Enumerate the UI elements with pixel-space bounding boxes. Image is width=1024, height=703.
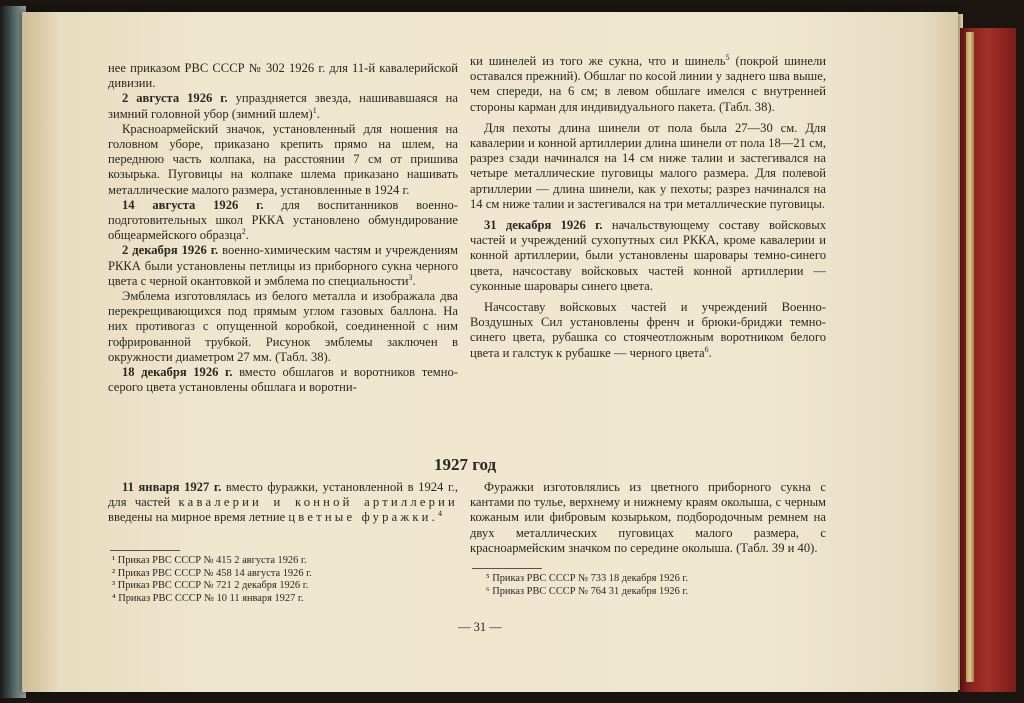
paragraph: 14 августа 1926 г. для воспитанников военно-подготовительных школ РККА установлено обмундирование общеармейского образца$^2$.	[108, 197, 458, 243]
footnote-ref: 3	[408, 272, 413, 282]
footnote-ref: 5	[725, 52, 730, 62]
book-page	[22, 12, 958, 692]
emphasis-text: кавалерии и конной артиллерии	[178, 495, 458, 510]
paragraph-text: Начсоставу войсковых частей и учреждений Военно-Воздушных Сил установлены френч и брюки-бриджи темно-синего цвета, рубашка со стоячеотложным воротником белого цвета и галстук к рубашке — черного цвета	[470, 300, 826, 360]
paragraph-text: (покрой шинели оставался прежний). Обшлаг по косой линии у заднего шва выше, чем спереди, на 6 см; в левом обшлаге имелся с внутренней стороны карман для индивидуального пакета. (Табл. 38).	[470, 54, 826, 114]
date: 2 августа 1926 г.	[122, 91, 228, 106]
emphasis-text: цветные фуражки.	[288, 510, 438, 525]
paragraph-text: введены на мирное время летние	[108, 510, 289, 525]
paragraph: 2 декабря 1926 г. военно-химическим частям и учреждениям РККА были установлены петлицы из приборного сукна черного цвета с черной окантовкой и эмблема по специальности$^3$.	[108, 243, 458, 288]
paragraph-text: вместо фуражки, установленной в 1924 г., для частей	[108, 480, 458, 510]
paragraph: Начсоставу войсковых частей и учреждений Военно-Воздушных Сил установлены френч и брюки-бриджи темно-синего цвета, рубашка со стоячеотложным воротником белого цвета и галстук к рубашке — черного цвета$^6$.	[470, 300, 826, 360]
date: 2 декабря 1926 г.	[122, 243, 219, 258]
paragraph	[108, 365, 458, 395]
footnotes-left	[112, 555, 452, 605]
date: 31 декабря 1926 г.	[484, 218, 603, 233]
paragraph-text: ки шинелей из того же сукна, что и шинель	[470, 54, 726, 68]
paragraph-text: для воспитанников военно-подготовительных школ РККА установлено обмундирование общеармейского образца	[108, 197, 458, 243]
paragraph: Фуражки изготовлялись из цветного приборного сукна с кантами по тулье, верхнему и нижнему краям околыша, с черным кожаным или фибровым козырьком, подбородочным ремнем на двух металлических пуговицах малого размера, с красноармейским значком по середине околыша. (Табл. 39 и 40).	[470, 480, 826, 555]
footnote: ⁶ Приказ РВС СССР № 764 31 декабря 1926 г.	[486, 585, 689, 597]
paragraph: 2 августа 1926 г. упраздняется звезда, нашивавшаяся на зимний головной убор (зимний шлем)$^1$.	[108, 91, 458, 121]
right-column	[470, 54, 826, 361]
footnote-rule	[110, 550, 180, 551]
right-bottom-paragraph	[470, 480, 826, 556]
footnote: ¹ Приказ РВС СССР № 415 2 августа 1926 г.	[112, 555, 307, 566]
paragraph	[108, 480, 458, 526]
footnote: ³ Приказ РВС СССР № 721 2 декабря 1926 г.	[112, 580, 309, 592]
footnote: ⁴ Приказ РВС СССР № 10 11 января 1927 г.	[112, 592, 304, 604]
section-heading: 1927 год	[434, 455, 497, 474]
paragraph: Красноармейский значок, установленный для ношения на головном уборе, приказано крепить прямо на шлем, на переднюю часть колпака, на расстоянии 7 см от пришива козырька. Пуговицы на колпаке шлема приказано нашивать металлические малого размера, установленные в 1924 г.	[108, 121, 458, 197]
paragraph-text: военно-химическим частям и учреждениям РККА были установлены петлицы из приборного сукна черного цвета с черной окантовкой и эмблема по специальности	[108, 243, 458, 288]
left-bottom-paragraph	[108, 480, 458, 526]
footnotes-right	[486, 573, 816, 598]
footnote: ⁵ Приказ РВС СССР № 733 18 декабря 1926 г.	[486, 573, 689, 584]
paragraph-text: вместо обшлагов и воротников темно-серого цвета установлены обшлага и воротни-	[108, 365, 458, 395]
date: 18 декабря 1926 г.	[122, 365, 233, 380]
paragraph: Для пехоты длина шинели от пола была 27—30 см. Для кавалерии и конной артиллерии длина шинели от пола 18—21 см, разрез сзади начинался на 14 см ниже талии и застегивался на четыре металлические пуговицы малого размера. Для полевой артиллерии — длина шинели, как у пехоты; разрез начинался на 14 см ниже талии и застегивался на три металлические пуговицы.	[470, 120, 826, 211]
gilt-edge	[966, 32, 974, 682]
book-cover	[960, 28, 1016, 692]
footnote-rule	[472, 568, 542, 569]
footnote-ref: 6	[704, 344, 709, 354]
paragraph: Эмблема изготовлялась из белого металла и изображала два перекрещивающихся под прямым углом газовых баллона. На них противогаз с опущенной коробкой, соединенной с ним гофрированной трубкой. Рисунок эмблемы заключен в окружности диаметром 27 мм. (Табл. 38).	[108, 289, 458, 364]
date: 11 января 1927 г.	[122, 480, 222, 494]
paragraph: нее приказом РВС СССР № 302 1926 г. для 11-й кавалерийской дивизии.	[108, 61, 458, 91]
date: 14 августа 1926 г.	[122, 197, 264, 212]
footnote-ref: 1	[312, 105, 317, 115]
page-number: — 31 —	[458, 620, 502, 634]
paragraph-text: начальствующему составу войсковых частей и учреждений сухопутных сил РККА, кроме кавалерии и конной артиллерии, были установлены шаровары темно-синего цвета, начсоставу войсковых частей конной артиллерии — суконные шаровары синего цвета.	[470, 218, 826, 293]
footnote-ref: 2	[241, 227, 246, 237]
paragraph-text: упраздняется звезда, нашивавшаяся на зимний головной убор (зимний шлем)	[108, 91, 458, 121]
paragraph	[470, 54, 826, 115]
left-column	[108, 61, 458, 395]
paragraph	[470, 218, 826, 294]
footnote-ref: 4	[437, 509, 442, 519]
footnote: ² Приказ РВС СССР № 458 14 августа 1926 г.	[112, 567, 312, 579]
